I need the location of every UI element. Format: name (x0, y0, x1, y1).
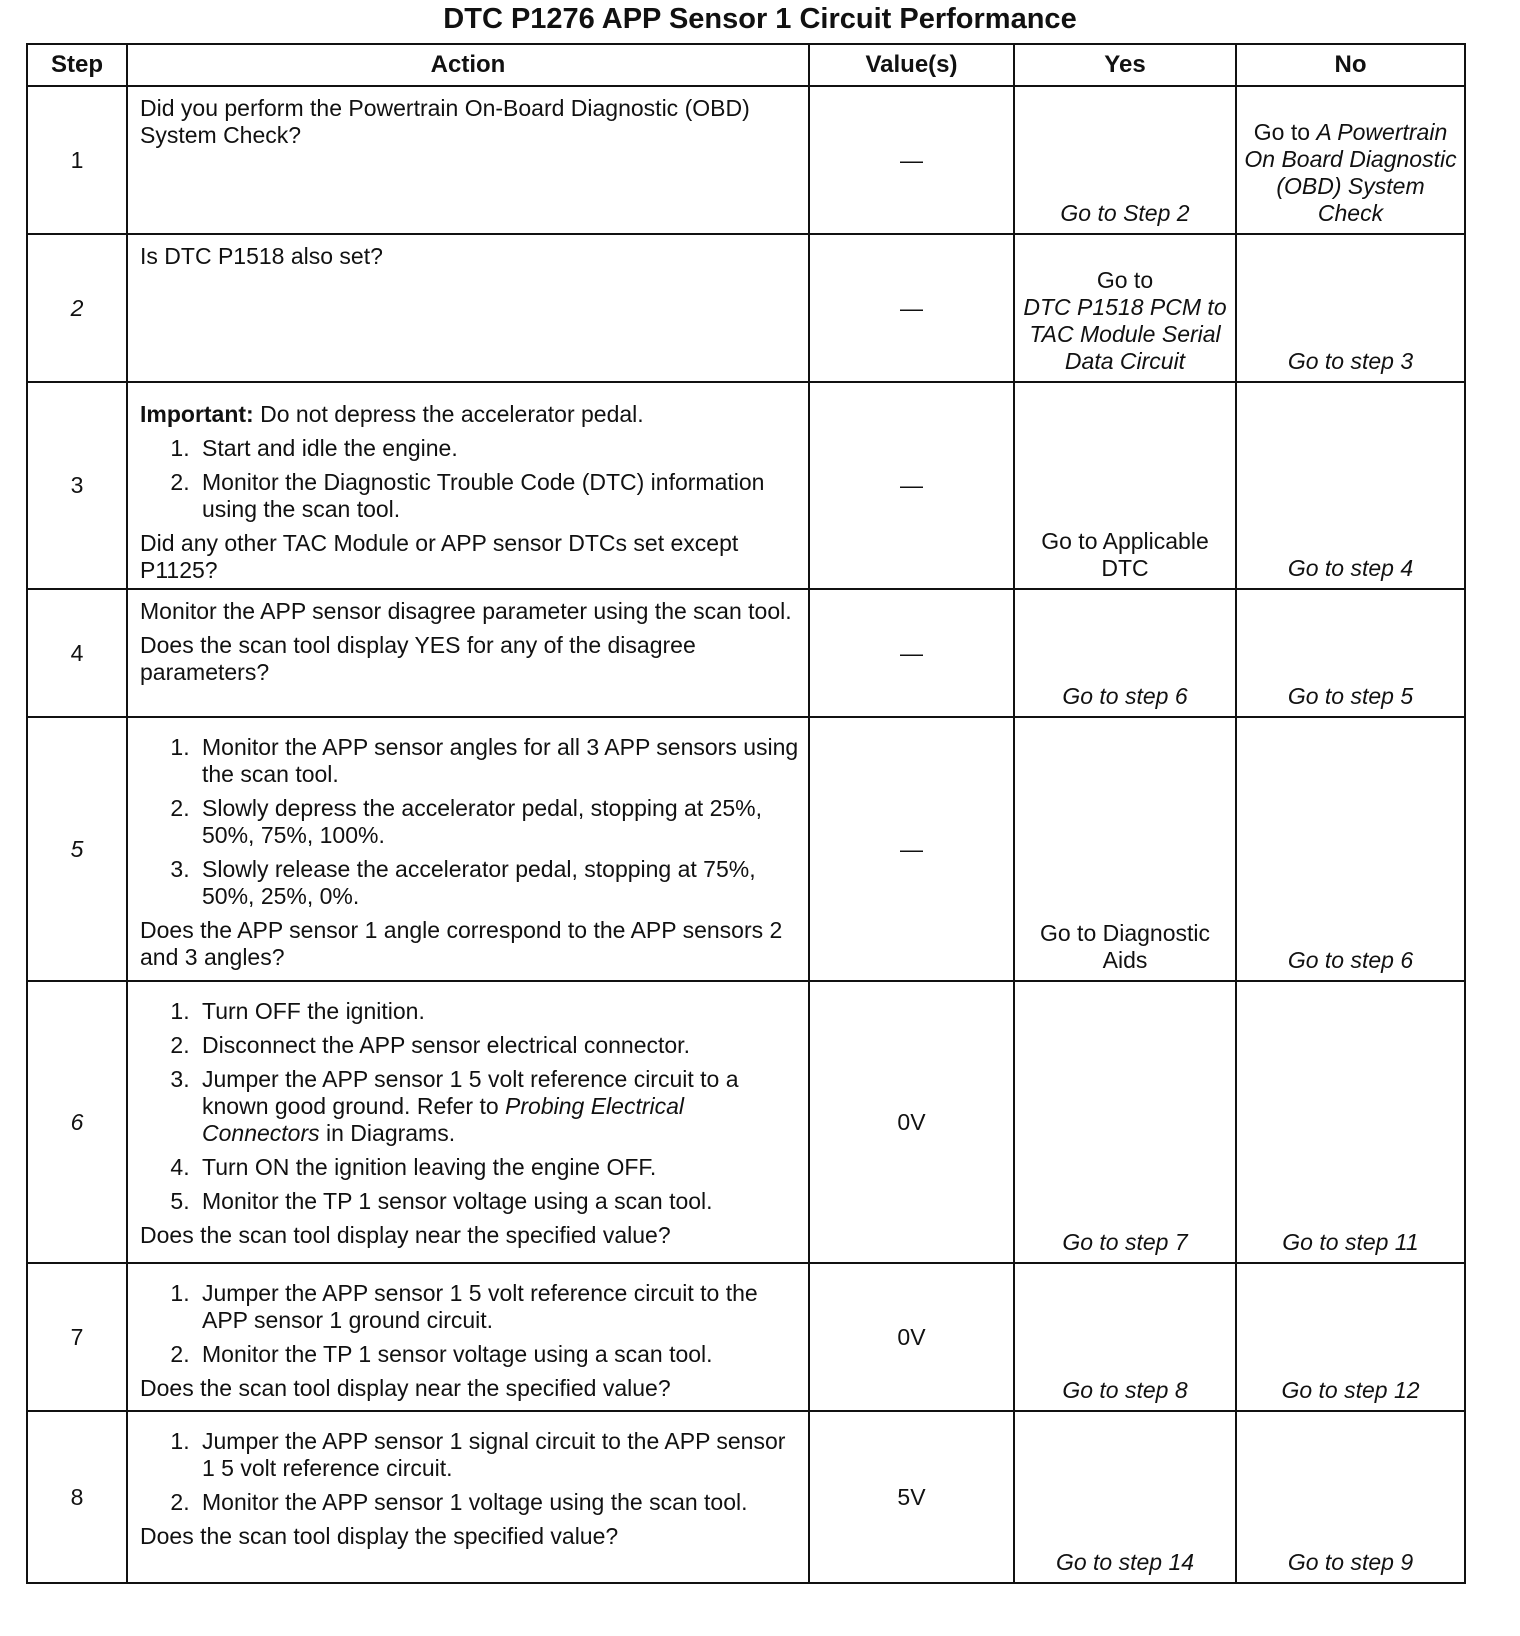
list-item: 2. Slowly depress the accelerator pedal, stopping at 25%, 50%, 75%, 100%. (196, 795, 800, 849)
step3-tail: in Diagrams. (319, 1120, 456, 1146)
question-text: Did you perform the Powertrain On-Board Diagnostic (OBD) System Check? (140, 95, 750, 148)
list-item: 1. Jumper the APP sensor 1 5 volt reference circuit to the APP sensor 1 ground circuit. (196, 1280, 800, 1334)
page-title: DTC P1276 APP Sensor 1 Circuit Performance (443, 3, 1077, 35)
diagnostic-table (26, 43, 1466, 1584)
question-text: Does the scan tool display the specified value? (140, 1523, 619, 1549)
question-text: Does the APP sensor 1 angle correspond to the APP sensors 2 and 3 angles? (140, 917, 783, 970)
instruction-list (140, 734, 800, 910)
yes-cell: Go to Applicable DTC (1014, 382, 1236, 589)
header-no: No (1236, 44, 1465, 86)
instruction-list (140, 998, 800, 1215)
list-item: 1. Jumper the APP sensor 1 signal circuit to the APP sensor 1 5 volt reference circuit. (196, 1428, 800, 1482)
header-values: Value(s) (809, 44, 1014, 86)
list-item: 5. Monitor the TP 1 sensor voltage using a scan tool. (196, 1188, 800, 1215)
step-number: 8 (27, 1411, 127, 1583)
step-number: 7 (27, 1263, 127, 1411)
intro-text: Monitor the APP sensor disagree parameter using the scan tool. (140, 598, 792, 624)
step3-reference: Probing Electrical Connectors (202, 1093, 685, 1146)
action-cell (127, 1263, 809, 1411)
list-item: 2. Monitor the Diagnostic Trouble Code (DTC) information using the scan tool. (196, 469, 800, 523)
list-item: 1. Monitor the APP sensor angles for all 3 APP sensors using the scan tool. (196, 734, 800, 788)
table-row (27, 589, 1465, 717)
value-cell: 0V (809, 981, 1014, 1263)
list-item: 4. Turn ON the ignition leaving the engine OFF. (196, 1154, 800, 1181)
value-cell: 5V (809, 1411, 1014, 1583)
instruction-list (140, 1428, 800, 1516)
table-row (27, 1411, 1465, 1583)
table-row (27, 981, 1465, 1263)
yes-reference: DTC P1518 PCM to TAC Module Serial Data Circuit (1023, 294, 1227, 374)
question-text: Does the scan tool display YES for any of the disagree parameters? (140, 632, 696, 685)
action-cell (127, 382, 809, 589)
step-number: 5 (27, 717, 127, 981)
step-number: 6 (27, 981, 127, 1263)
action-cell (127, 234, 809, 382)
important-text: Do not depress the accelerator pedal. (253, 401, 644, 427)
action-cell (127, 981, 809, 1263)
question-text: Is DTC P1518 also set? (140, 243, 383, 269)
no-cell: Go to step 9 (1236, 1411, 1465, 1583)
yes-prefix: Go to (1096, 267, 1154, 293)
action-cell (127, 1411, 809, 1583)
important-label: Important: (140, 401, 254, 427)
question-text: Does the scan tool display near the specified value? (140, 1222, 671, 1248)
no-cell: Go to step 11 (1236, 981, 1465, 1263)
yes-cell: Go to step 6 (1014, 589, 1236, 717)
step-number: 3 (27, 382, 127, 589)
list-item: 2. Monitor the TP 1 sensor voltage using a scan tool. (196, 1341, 800, 1368)
yes-cell (1014, 234, 1236, 382)
yes-cell: Go to step 8 (1014, 1263, 1236, 1411)
table-row (27, 86, 1465, 234)
table-row (27, 717, 1465, 981)
instruction-list (140, 435, 800, 523)
header-step: Step (27, 44, 127, 86)
question-text: Does the scan tool display near the specified value? (140, 1375, 671, 1401)
list-item: 2. Disconnect the APP sensor electrical connector. (196, 1032, 800, 1059)
no-prefix: Go to (1253, 119, 1317, 145)
table-row (27, 1263, 1465, 1411)
no-cell: Go to step 5 (1236, 589, 1465, 717)
no-cell: Go to step 4 (1236, 382, 1465, 589)
step-number: 4 (27, 589, 127, 717)
list-item (196, 1066, 800, 1147)
value-cell: 0V (809, 1263, 1014, 1411)
no-cell: Go to step 3 (1236, 234, 1465, 382)
step-number: 2 (27, 234, 127, 382)
value-cell: — (809, 589, 1014, 717)
yes-cell: Go to step 14 (1014, 1411, 1236, 1583)
list-item: 3. Slowly release the accelerator pedal, stopping at 75%, 50%, 25%, 0%. (196, 856, 800, 910)
no-reference: A Powertrain On Board Diagnostic (OBD) System Check (1244, 119, 1457, 226)
list-item: 1. Turn OFF the ignition. (196, 998, 800, 1025)
list-item: 1. Start and idle the engine. (196, 435, 800, 462)
value-cell: — (809, 382, 1014, 589)
action-cell (127, 717, 809, 981)
yes-cell: Go to step 7 (1014, 981, 1236, 1263)
header-row (27, 44, 1465, 86)
table-row (27, 382, 1465, 589)
header-yes: Yes (1014, 44, 1236, 86)
instruction-list (140, 1280, 800, 1368)
list-item: 2. Monitor the APP sensor 1 voltage using the scan tool. (196, 1489, 800, 1516)
no-cell: Go to step 6 (1236, 717, 1465, 981)
action-cell (127, 589, 809, 717)
yes-cell: Go to Step 2 (1014, 86, 1236, 234)
value-cell: — (809, 717, 1014, 981)
no-cell: Go to step 12 (1236, 1263, 1465, 1411)
value-cell: — (809, 234, 1014, 382)
action-cell (127, 86, 809, 234)
important-note (140, 401, 800, 428)
no-cell (1236, 86, 1465, 234)
step3-text: Jumper the APP sensor 1 5 volt reference circuit to a known good ground. Refer to (202, 1066, 739, 1119)
table-row (27, 234, 1465, 382)
header-action: Action (127, 44, 809, 86)
question-text: Did any other TAC Module or APP sensor DTCs set except P1125? (140, 530, 739, 583)
value-cell: — (809, 86, 1014, 234)
yes-cell: Go to Diagnostic Aids (1014, 717, 1236, 981)
step-number: 1 (27, 86, 127, 234)
